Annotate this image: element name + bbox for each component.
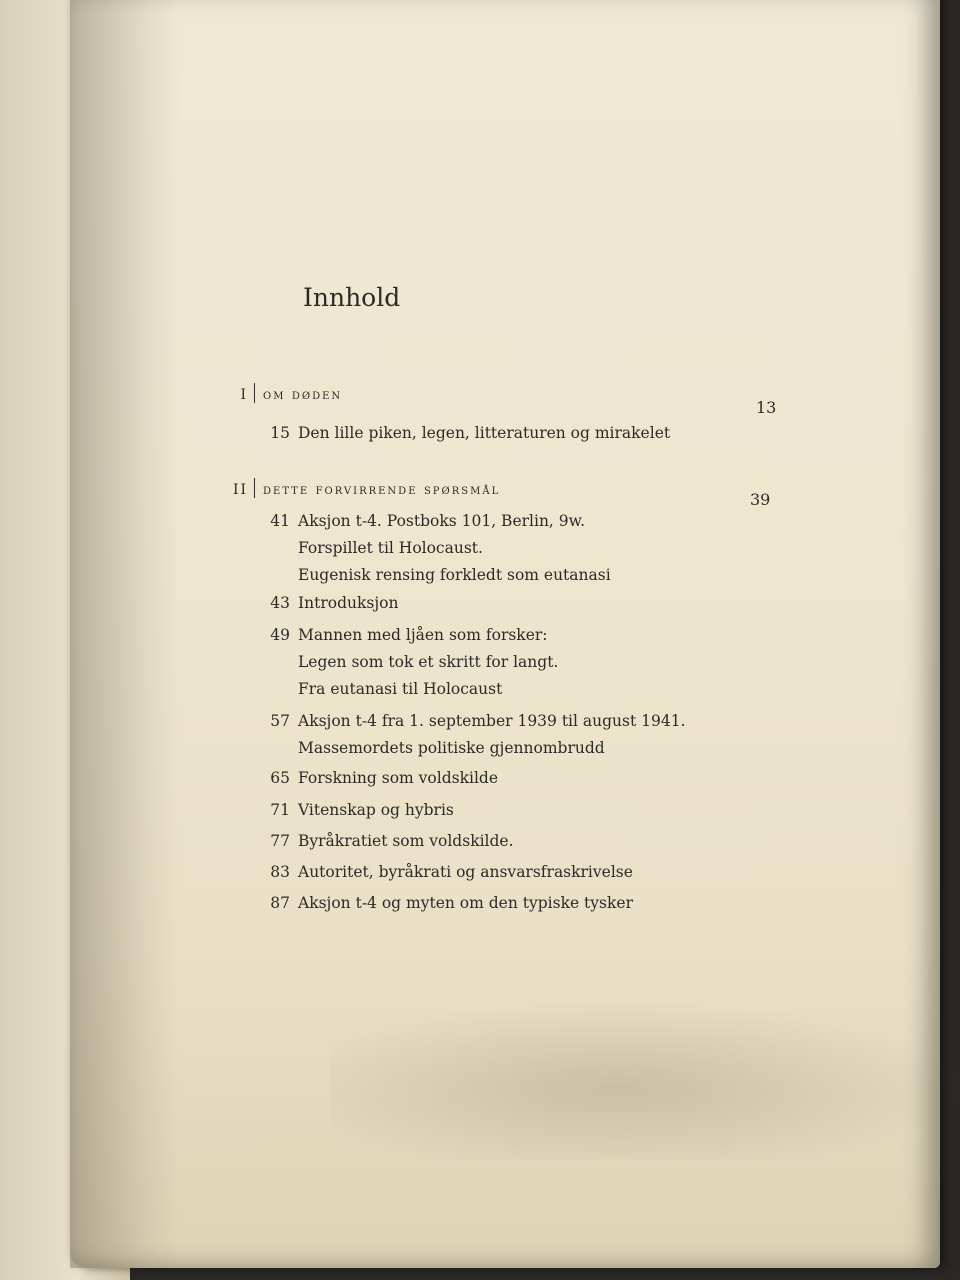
entry-title: Fra eutanasi til Holocaust <box>298 680 503 698</box>
toc-entry <box>262 708 722 762</box>
section-page-number: 39 <box>750 490 771 509</box>
entry-page-number: 57 <box>270 712 290 730</box>
entry-page-number: 41 <box>270 512 290 530</box>
entry-title: Introduksjon <box>298 594 399 612</box>
section-divider <box>254 478 255 498</box>
toc-entry <box>262 797 722 824</box>
entry-title: Den lille piken, legen, litteraturen og mirakelet <box>298 424 671 442</box>
toc-entry <box>262 828 722 855</box>
toc-entry <box>262 765 722 792</box>
section-divider <box>254 383 255 403</box>
section-title: dette forvirrende spørsmål <box>263 482 501 498</box>
section-title: om døden <box>263 387 343 403</box>
entry-title: Forskning som voldskilde <box>298 769 499 787</box>
toc-entry <box>262 859 722 886</box>
toc-entry <box>262 890 722 917</box>
section-number: II <box>232 482 248 498</box>
toc-entry <box>262 508 722 589</box>
entry-page-number: 83 <box>270 863 290 881</box>
section-heading-2 <box>216 478 500 498</box>
toc-entry <box>262 420 722 447</box>
entry-title: Forspillet til Holocaust. <box>298 539 483 557</box>
entry-page-number: 77 <box>270 832 290 850</box>
entry-page-number: 15 <box>270 424 290 442</box>
section-page-number: 13 <box>756 398 777 417</box>
toc-entry <box>262 590 722 617</box>
entry-title: Legen som tok et skritt for langt. <box>298 653 559 671</box>
entry-page-number: 49 <box>270 626 290 644</box>
entry-page-number: 71 <box>270 801 290 819</box>
entry-title: Byråkratiet som voldskilde. <box>298 832 514 850</box>
entry-title: Aksjon t-4. Postboks 101, Berlin, 9w. <box>298 512 585 530</box>
entry-page-number: 43 <box>270 594 290 612</box>
entry-page-number: 65 <box>270 769 290 787</box>
entry-title: Autoritet, byråkrati og ansvarsfraskrivelse <box>298 863 633 881</box>
toc-title: Innhold <box>303 283 401 312</box>
toc-entry <box>262 622 722 703</box>
entry-page-number: 87 <box>270 894 290 912</box>
entry-title: Aksjon t-4 fra 1. september 1939 til august 1941. <box>298 712 686 730</box>
entry-title: Massemordets politiske gjennombrudd <box>298 739 605 757</box>
entry-title: Vitenskap og hybris <box>298 801 454 819</box>
entry-title: Aksjon t-4 og myten om den typiske tysker <box>298 894 633 912</box>
section-heading-1 <box>216 383 342 403</box>
section-number: I <box>240 387 248 403</box>
hand-shadow <box>330 1000 960 1160</box>
entry-title: Mannen med ljåen som forsker: <box>298 626 548 644</box>
entry-title: Eugenisk rensing forkledt som eutanasi <box>298 566 611 584</box>
